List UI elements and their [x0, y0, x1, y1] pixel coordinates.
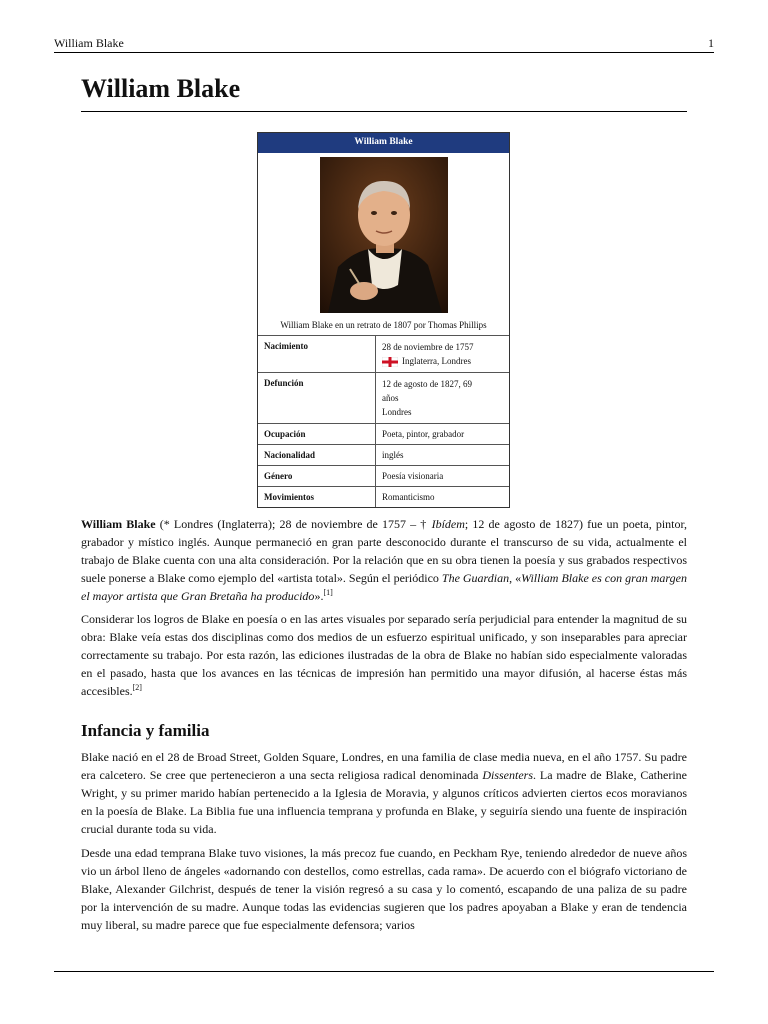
infobox-label: Nacionalidad [258, 445, 376, 465]
infobox-row [258, 486, 509, 507]
infobox-value-line: años [382, 393, 399, 403]
infobox-value-line: Londres [382, 407, 412, 417]
dissenters-link[interactable]: Dissenters [482, 768, 533, 782]
infobox-value-line: Inglaterra, Londres [402, 356, 471, 366]
portrait-image [320, 157, 448, 313]
section-text: . La madre de Blake, Catherine Wright, y su primer marido habían pertenecido a la Iglesia de Moravia, y algunos críticos advierten ciertos ecos moravianos en la poesía de Blake. La Biblia fue una influencia temprana y profunda en Blake, y seguiría siendo una fuente de inspiración crucial durante toda su vida. [81, 768, 687, 836]
infobox-row [258, 372, 509, 423]
subject-name: William Blake [81, 517, 156, 531]
intro-text: ; 12 de agosto de 1827) fue un poeta, pintor, grabador y místico inglés. Aunque permaneció en gran parte desconocido durante el transcurso de su vida, actualmente el trabajo de Blake cuenta con una alta consideración. Por la relación que en su obra tienen la poesía y sus grabados respectivos suele ponerse a Blake como ejemplo del «artista total». Según el periódico [81, 517, 688, 585]
section-body [81, 748, 687, 940]
infobox-row [258, 335, 509, 372]
infobox-row [258, 444, 509, 465]
reference-1[interactable]: [1] [323, 588, 333, 597]
running-title: William Blake [54, 36, 124, 50]
intro-text: , « [509, 571, 522, 585]
reference-2[interactable]: [2] [132, 683, 142, 692]
england-flag-icon [382, 357, 398, 367]
infobox-label: Ocupación [258, 424, 376, 444]
page-number: 1 [708, 36, 714, 50]
portrait-frame [258, 153, 509, 317]
infobox-value: Poesía visionaria [382, 471, 444, 481]
infobox-label: Nacimiento [258, 336, 376, 372]
infobox-label: Defunción [258, 373, 376, 423]
portrait-caption: William Blake en un retrato de 1807 por Thomas Phillips [280, 320, 487, 330]
infobox [257, 132, 510, 508]
infobox-value: Romanticismo [382, 492, 435, 502]
infobox-value [376, 373, 509, 423]
section-heading: Infancia y familia [81, 721, 210, 740]
running-header [54, 36, 714, 53]
infobox-value-line: 28 de noviembre de 1757 [382, 342, 474, 352]
infobox-row [258, 465, 509, 486]
intro-paragraph [81, 515, 687, 611]
infobox-label: Género [258, 466, 376, 486]
guardian-link[interactable]: The Guardian [441, 571, 510, 585]
infobox-value: Poeta, pintor, grabador [382, 429, 465, 439]
page-title: William Blake [81, 74, 241, 103]
paragraph-2 [81, 610, 687, 706]
footer-rule [54, 971, 714, 972]
ibidem-link[interactable]: Ibídem [431, 517, 465, 531]
infobox-value [376, 336, 509, 372]
infobox-header: William Blake [258, 133, 509, 153]
guardian-quote: William Blake es con gran margen el mayor artista que Gran Bretaña ha producido [81, 571, 687, 603]
infobox-value: inglés [382, 450, 404, 460]
section-text: Blake nació en el 28 de Broad Street, Golden Square, Londres, en una familia de clase media nueva, en el año 1757. Su padre era calcetero. Se cree que pertenecieron a una secta religiosa radical denominada [81, 750, 687, 782]
section-paragraph-2: Desde una edad temprana Blake tuvo visiones, la más precoz fue cuando, en Peckham Rye, teniendo alrededor de nueve años vio un árbol lleno de ángeles «adornando con destellos, como estrellas, cada rama». De acuerdo con el biógrafo victoriano de Blake, Alexander Gilchrist, después de tener la visión regresó a su casa y lo comentó, escapando de una paliza de su padre por la intervención de su madre. Aunque todas las evidencias sugieren que los padres apoyaban a Blake y eran de tendencia muy liberal, su madre parece que fue especialmente defensora; varios [81, 846, 687, 932]
section-paragraph-1 [81, 748, 687, 838]
paragraph-2-text: Considerar los logros de Blake en poesía o en las artes visuales por separado sería perjudicial para entender la magnitud de su obra: Blake veía estas dos disciplinas como dos medios de un esfuerzo espiritual unificado, y son inseparables para apreciar correctamente su trabajo. Por esta razón, las ediciones ilustradas de la obra de Blake no habían sido especialmente valoradas en el pasado, hasta que los avances en las técnicas de impresión han permitido una mayor difusión, al hacerse éstas más accesibles. [81, 612, 687, 698]
intro-text: (* Londres (Inglaterra); 28 de noviembre de 1757 – † [155, 517, 432, 531]
infobox-label: Movimientos [258, 487, 376, 507]
infobox-value-line: 12 de agosto de 1827, 69 [382, 379, 472, 389]
infobox-row [258, 423, 509, 444]
title-rule [81, 111, 687, 112]
intro-text: ». [314, 589, 324, 603]
